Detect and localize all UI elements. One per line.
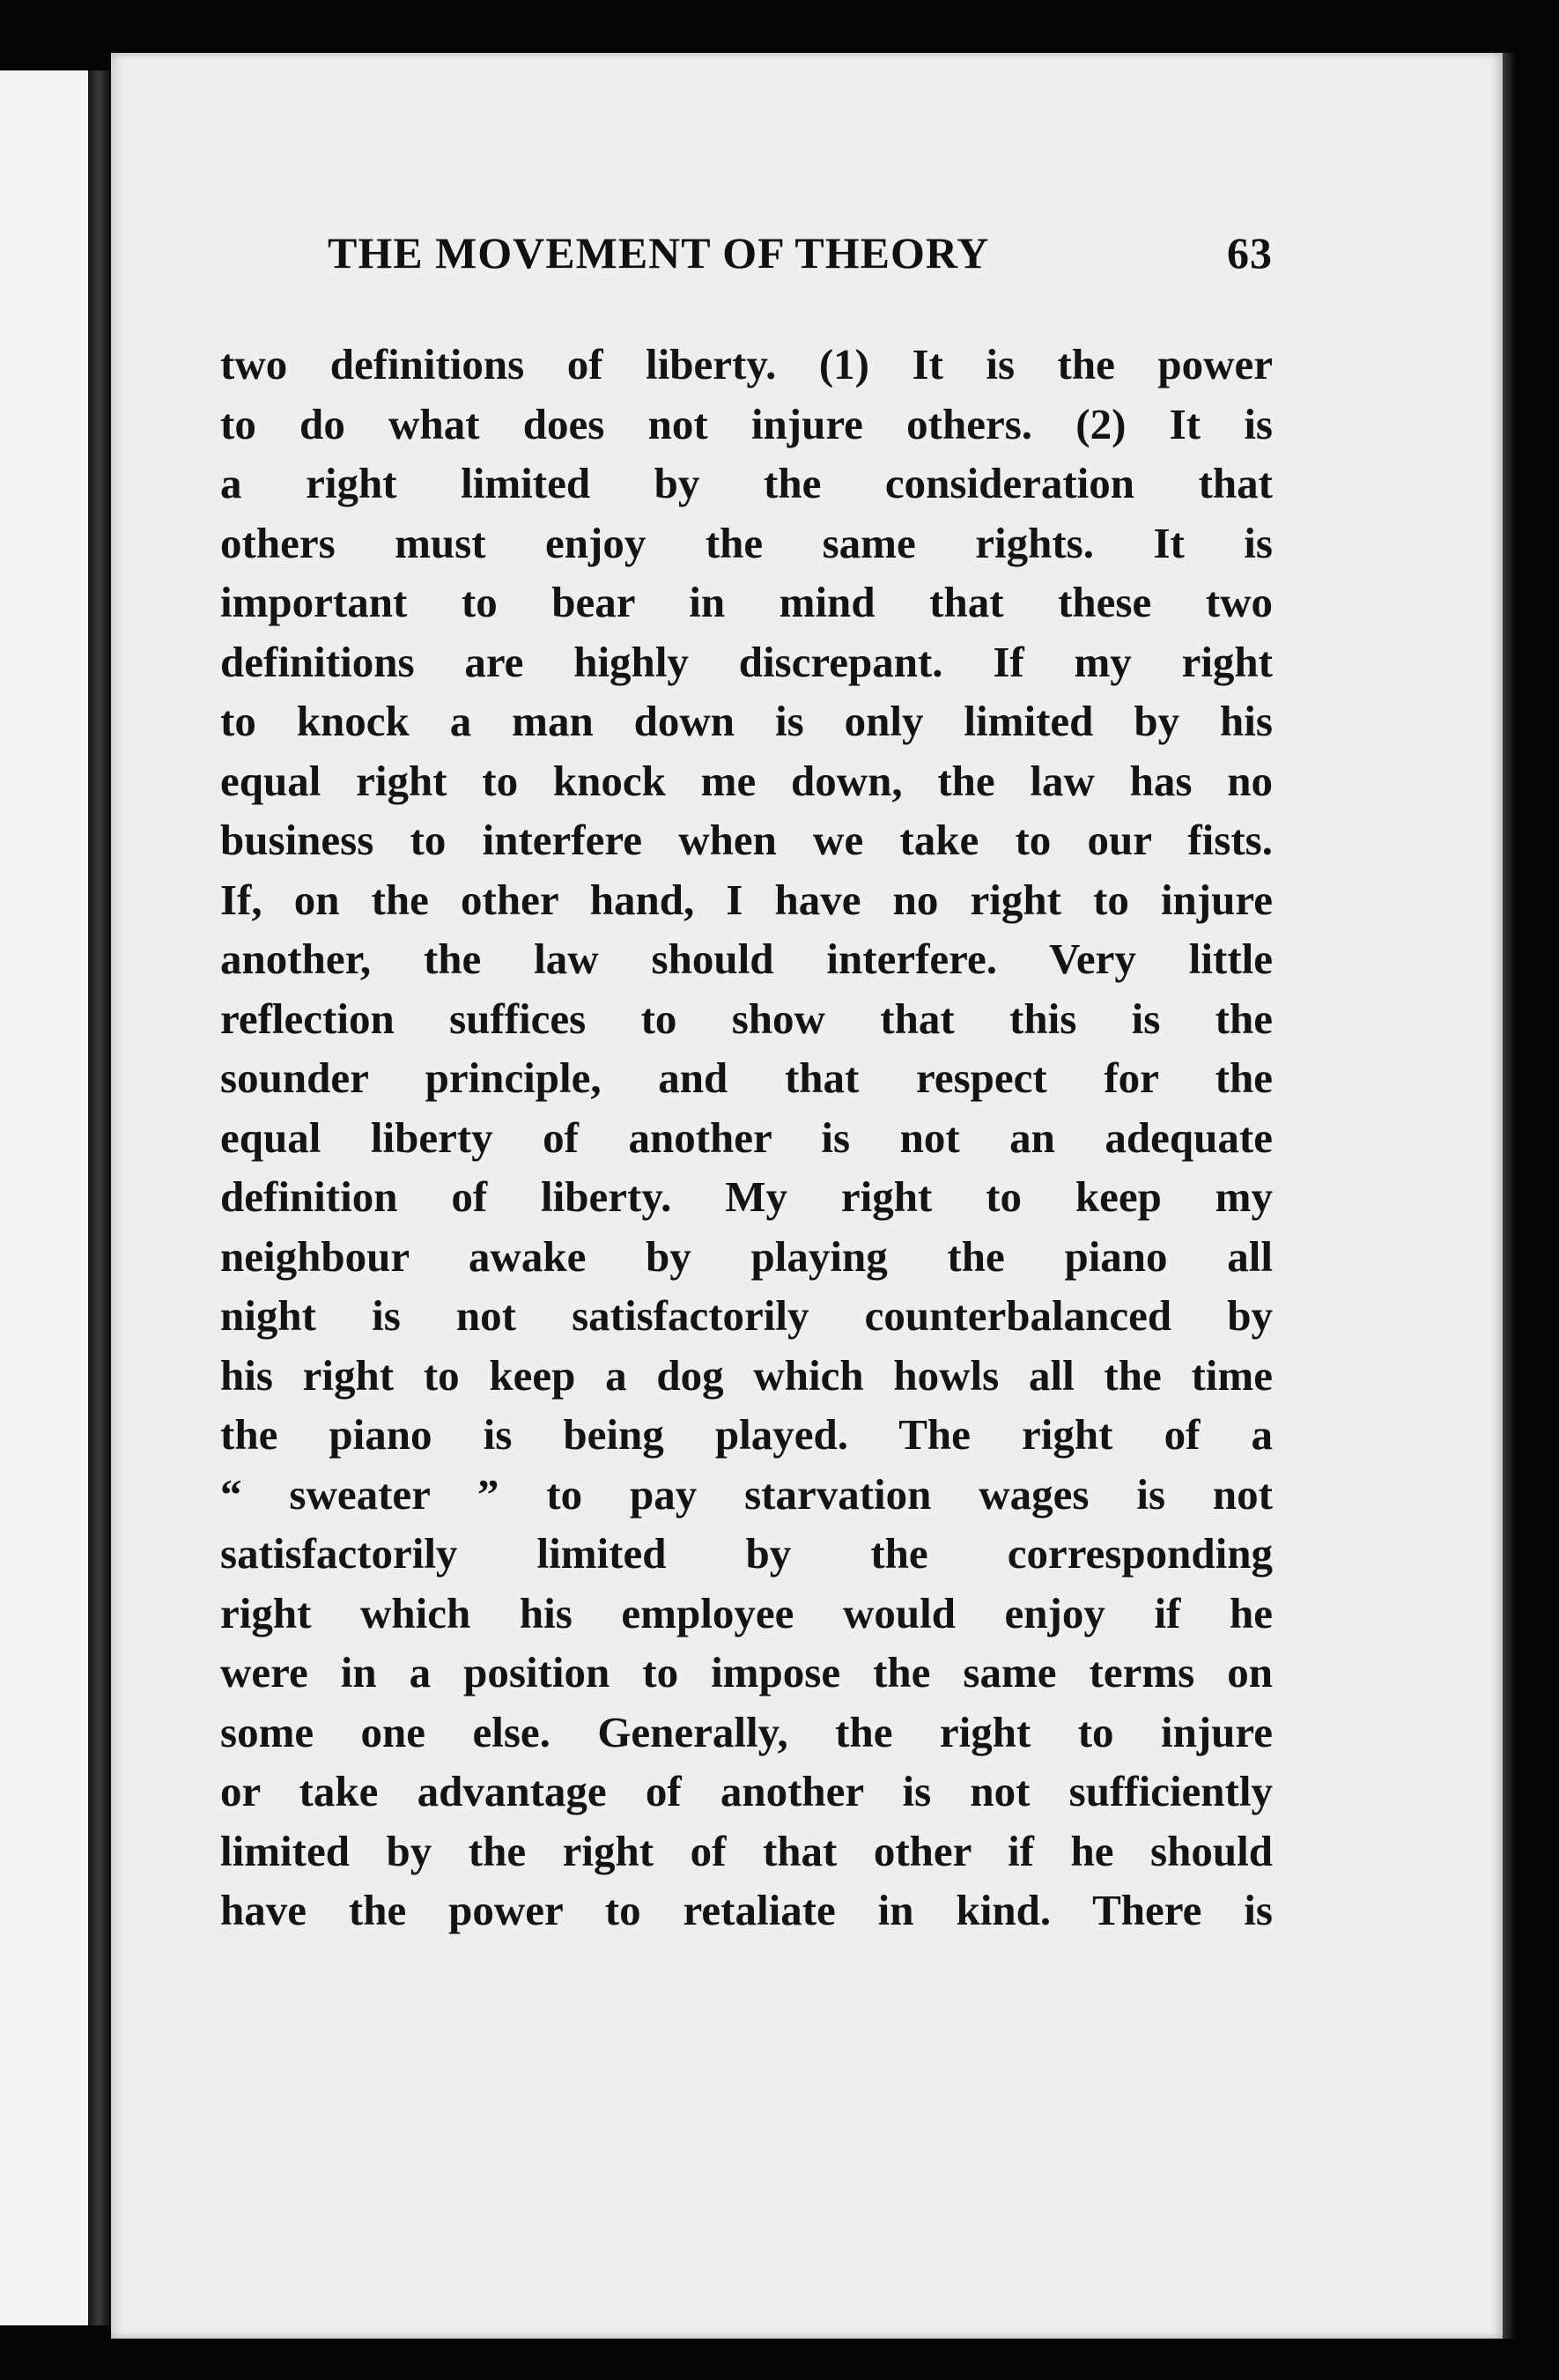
body-text — [220, 335, 1273, 1940]
text-line: limited by the right of that other if he should — [220, 1826, 1273, 1875]
text-line: a right limited by the consideration that — [220, 459, 1273, 507]
text-line: definitions are highly discrepant. If my right — [220, 637, 1273, 686]
text-line: If, on the other hand, I have no right to injure — [220, 875, 1273, 924]
text-line: others must enjoy the same rights. It is — [220, 518, 1273, 567]
text-line: have the power to retaliate in kind. There is — [220, 1886, 1273, 1934]
text-line: were in a position to impose the same terms on — [220, 1648, 1273, 1696]
book-gutter — [88, 70, 111, 2325]
text-line: another, the law should interfere. Very little — [220, 935, 1273, 983]
text-line: right which his employee would enjoy if he — [220, 1588, 1273, 1637]
text-line: night is not satisfactorily counterbalanced by — [220, 1291, 1273, 1340]
text-line: business to interfere when we take to our fists. — [220, 816, 1273, 864]
text-line: his right to keep a dog which howls all the time — [220, 1350, 1273, 1400]
text-line: definition of liberty. My right to keep my — [220, 1172, 1273, 1221]
text-line: important to bear in mind that these two — [220, 578, 1273, 626]
text-line: two definitions of liberty. (1) It is the power — [220, 340, 1273, 388]
text-line: “ sweater ” to pay starvation wages is not — [220, 1469, 1273, 1519]
text-line: sounder principle, and that respect for the — [220, 1053, 1273, 1102]
running-head-title: THE ΜOVEMENT OF THEORY — [328, 228, 990, 277]
text-line: reflection suffices to show that this is the — [220, 994, 1273, 1043]
page-edge-shadow — [1503, 53, 1515, 2339]
text-line: to do what does not injure others. (2) It is — [220, 399, 1273, 448]
text-line: satisfactorily limited by the corresponding — [220, 1529, 1273, 1578]
text-line: some one else. Generally, the right to injure — [220, 1707, 1273, 1756]
page-number: 63 — [1227, 228, 1273, 277]
facing-page-edge — [0, 70, 88, 2325]
text-line: neighbour awake by playing the piano all — [220, 1231, 1273, 1281]
text-line: to knock a man down is only limited by his — [220, 697, 1273, 745]
running-head — [220, 227, 1273, 284]
text-line: equal liberty of another is not an adequate — [220, 1112, 1273, 1162]
text-line: or take advantage of another is not sufficiently — [220, 1767, 1273, 1815]
text-line: the piano is being played. The right of a — [220, 1410, 1273, 1459]
text-line: equal right to knock me down, the law has no — [220, 756, 1273, 805]
